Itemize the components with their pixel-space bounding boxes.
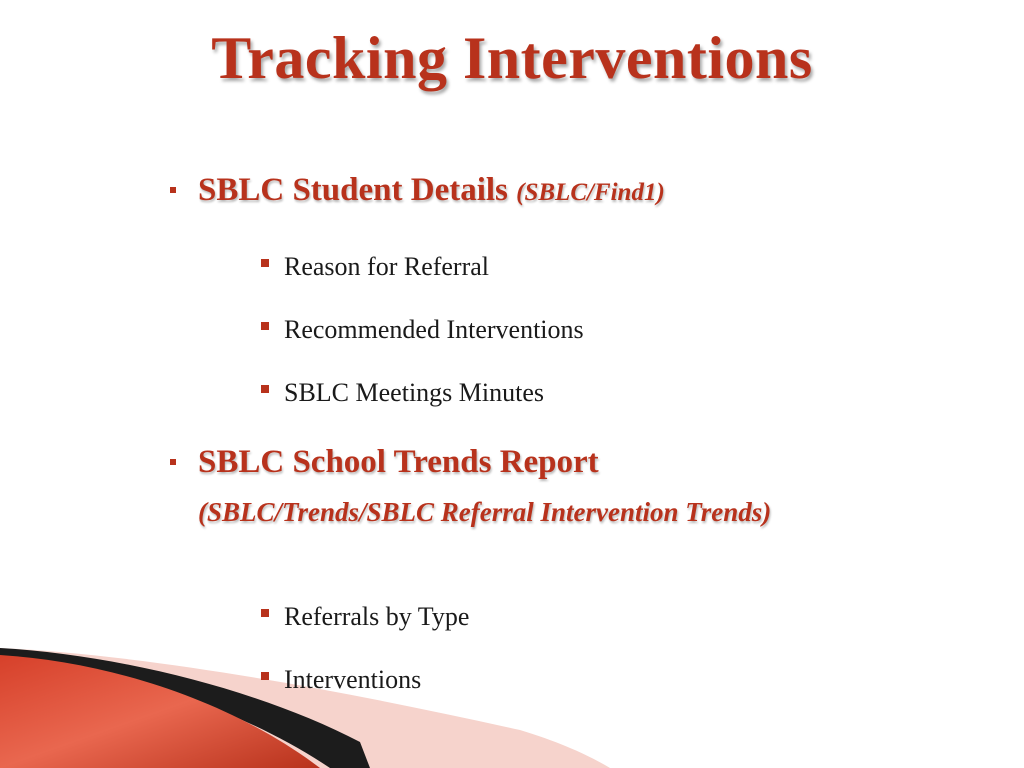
sub-item-label: Interventions	[284, 665, 422, 694]
ref-school-trends: (SBLC/Trends/SBLC Referral Intervention Trends)	[198, 497, 772, 527]
bullet-square-icon	[261, 322, 269, 330]
bullet-square-icon	[170, 459, 176, 465]
slide-title: Tracking Interventions	[211, 25, 813, 91]
bullet-square-icon	[261, 259, 269, 267]
bullet-square-icon	[261, 672, 269, 680]
heading-student-details: SBLC Student Details	[198, 172, 508, 208]
bullet-square-icon	[261, 385, 269, 393]
sub-item-label: Reason for Referral	[284, 252, 490, 281]
sub-item-label: Referrals by Type	[284, 602, 470, 631]
bullet-square-icon	[170, 187, 176, 193]
heading-text	[198, 172, 665, 209]
ref-student-details: (SBLC/Find1)	[516, 179, 665, 206]
sub-item-label: SBLC Meetings Minutes	[284, 378, 545, 407]
sub-item-label: Recommended Interventions	[284, 315, 584, 344]
bullet-square-icon	[261, 609, 269, 617]
heading-school-trends: SBLC School Trends Report	[198, 444, 599, 480]
